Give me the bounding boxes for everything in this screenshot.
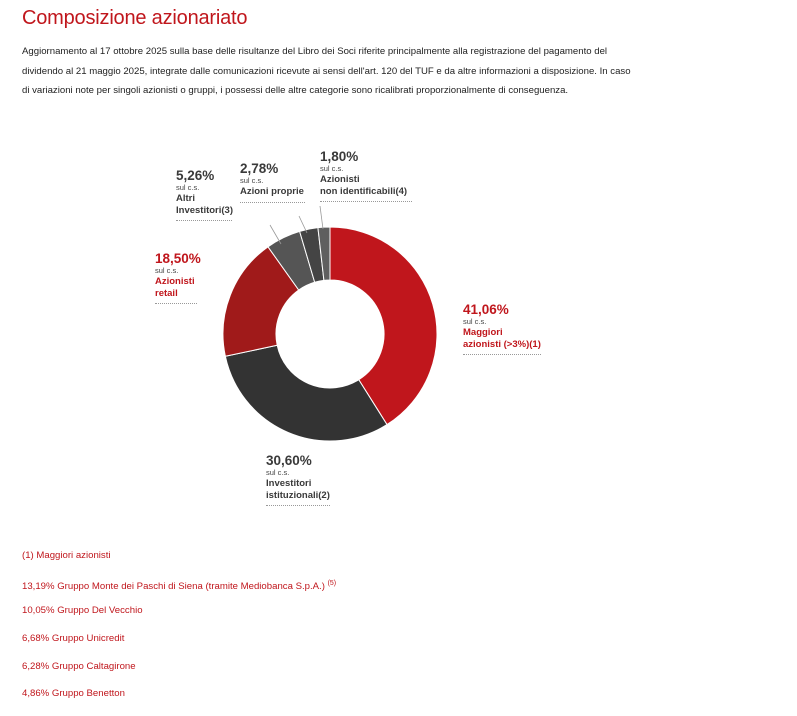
label-altri-investitori — [176, 168, 232, 221]
leader-line — [270, 225, 281, 244]
footnote-sup: (5) — [327, 579, 337, 587]
label-name-line: Azionisti — [155, 276, 195, 287]
donut-slice — [225, 345, 387, 441]
label-name-line: Investitori(3) — [176, 204, 234, 216]
label-name-line: istituzionali(2) — [266, 489, 330, 501]
label-unit: sul c.s. — [266, 468, 290, 477]
footnote-item: 6,28% Gruppo Caltagirone — [22, 660, 136, 672]
intro-paragraph: Aggiornamento al 17 ottobre 2025 sulla base delle risultanze del Libro dei Soci riferite principalmente alla registrazione del pagamento del dividendo al 21 maggio 2025, integrate dalle comunicazioni ricevute ai sensi dell'art. 120 del TUF e da altre informazioni a disposizione. In caso di variazioni note per singoli azionisti o gruppi, i possessi delle altre categorie sono ricalibrati proporzionalmente di conseguenza. — [22, 46, 631, 96]
label-azionisti-non-identificabili — [320, 149, 412, 202]
label-name-line: Investitori — [266, 478, 312, 489]
page-title: Composizione azionariato — [22, 7, 248, 29]
label-pct: 18,50% — [155, 251, 201, 266]
footnote-item — [22, 578, 336, 606]
label-pct: 1,80% — [320, 149, 359, 164]
label-name-line: Maggiori — [463, 327, 503, 338]
label-name — [266, 478, 330, 506]
footnote-item: 10,05% Gruppo Del Vecchio — [22, 605, 143, 617]
label-name-line: retail — [155, 287, 178, 299]
leader-line — [320, 206, 323, 229]
footnote-text: 13,19% Gruppo Monte dei Paschi di Siena (tramite Mediobanca S.p.A.) — [22, 580, 325, 592]
label-name — [463, 327, 541, 355]
label-unit: sul c.s. — [320, 164, 344, 173]
label-unit: sul c.s. — [176, 183, 200, 192]
label-azioni-proprie — [240, 161, 305, 203]
label-name-line: Azionisti — [320, 174, 360, 185]
label-pct: 5,26% — [176, 168, 215, 183]
label-name — [176, 193, 232, 221]
label-azionisti-retail — [155, 251, 201, 304]
label-pct: 30,60% — [266, 453, 312, 468]
footnote-item: 6,68% Gruppo Unicredit — [22, 633, 125, 645]
label-investitori-istituzionali — [266, 453, 330, 506]
label-name-line: azionisti (>3%)(1) — [463, 338, 541, 350]
label-unit: sul c.s. — [240, 176, 264, 185]
footnote-item: 4,86% Gruppo Benetton — [22, 688, 125, 700]
label-maggiori-azionisti — [463, 302, 541, 355]
footnotes — [22, 550, 336, 716]
label-name-line: Altri — [176, 193, 195, 204]
label-name-line: Azioni proprie — [240, 186, 304, 197]
label-pct: 41,06% — [463, 302, 509, 317]
footnote-heading: (1) Maggiori azionisti — [22, 550, 111, 561]
label-unit: sul c.s. — [463, 317, 487, 326]
label-name — [155, 276, 197, 304]
label-name-line: non identificabili(4) — [320, 185, 408, 197]
label-pct: 2,78% — [240, 161, 279, 176]
label-unit: sul c.s. — [155, 266, 179, 275]
label-name — [320, 174, 412, 202]
label-name — [240, 186, 305, 203]
